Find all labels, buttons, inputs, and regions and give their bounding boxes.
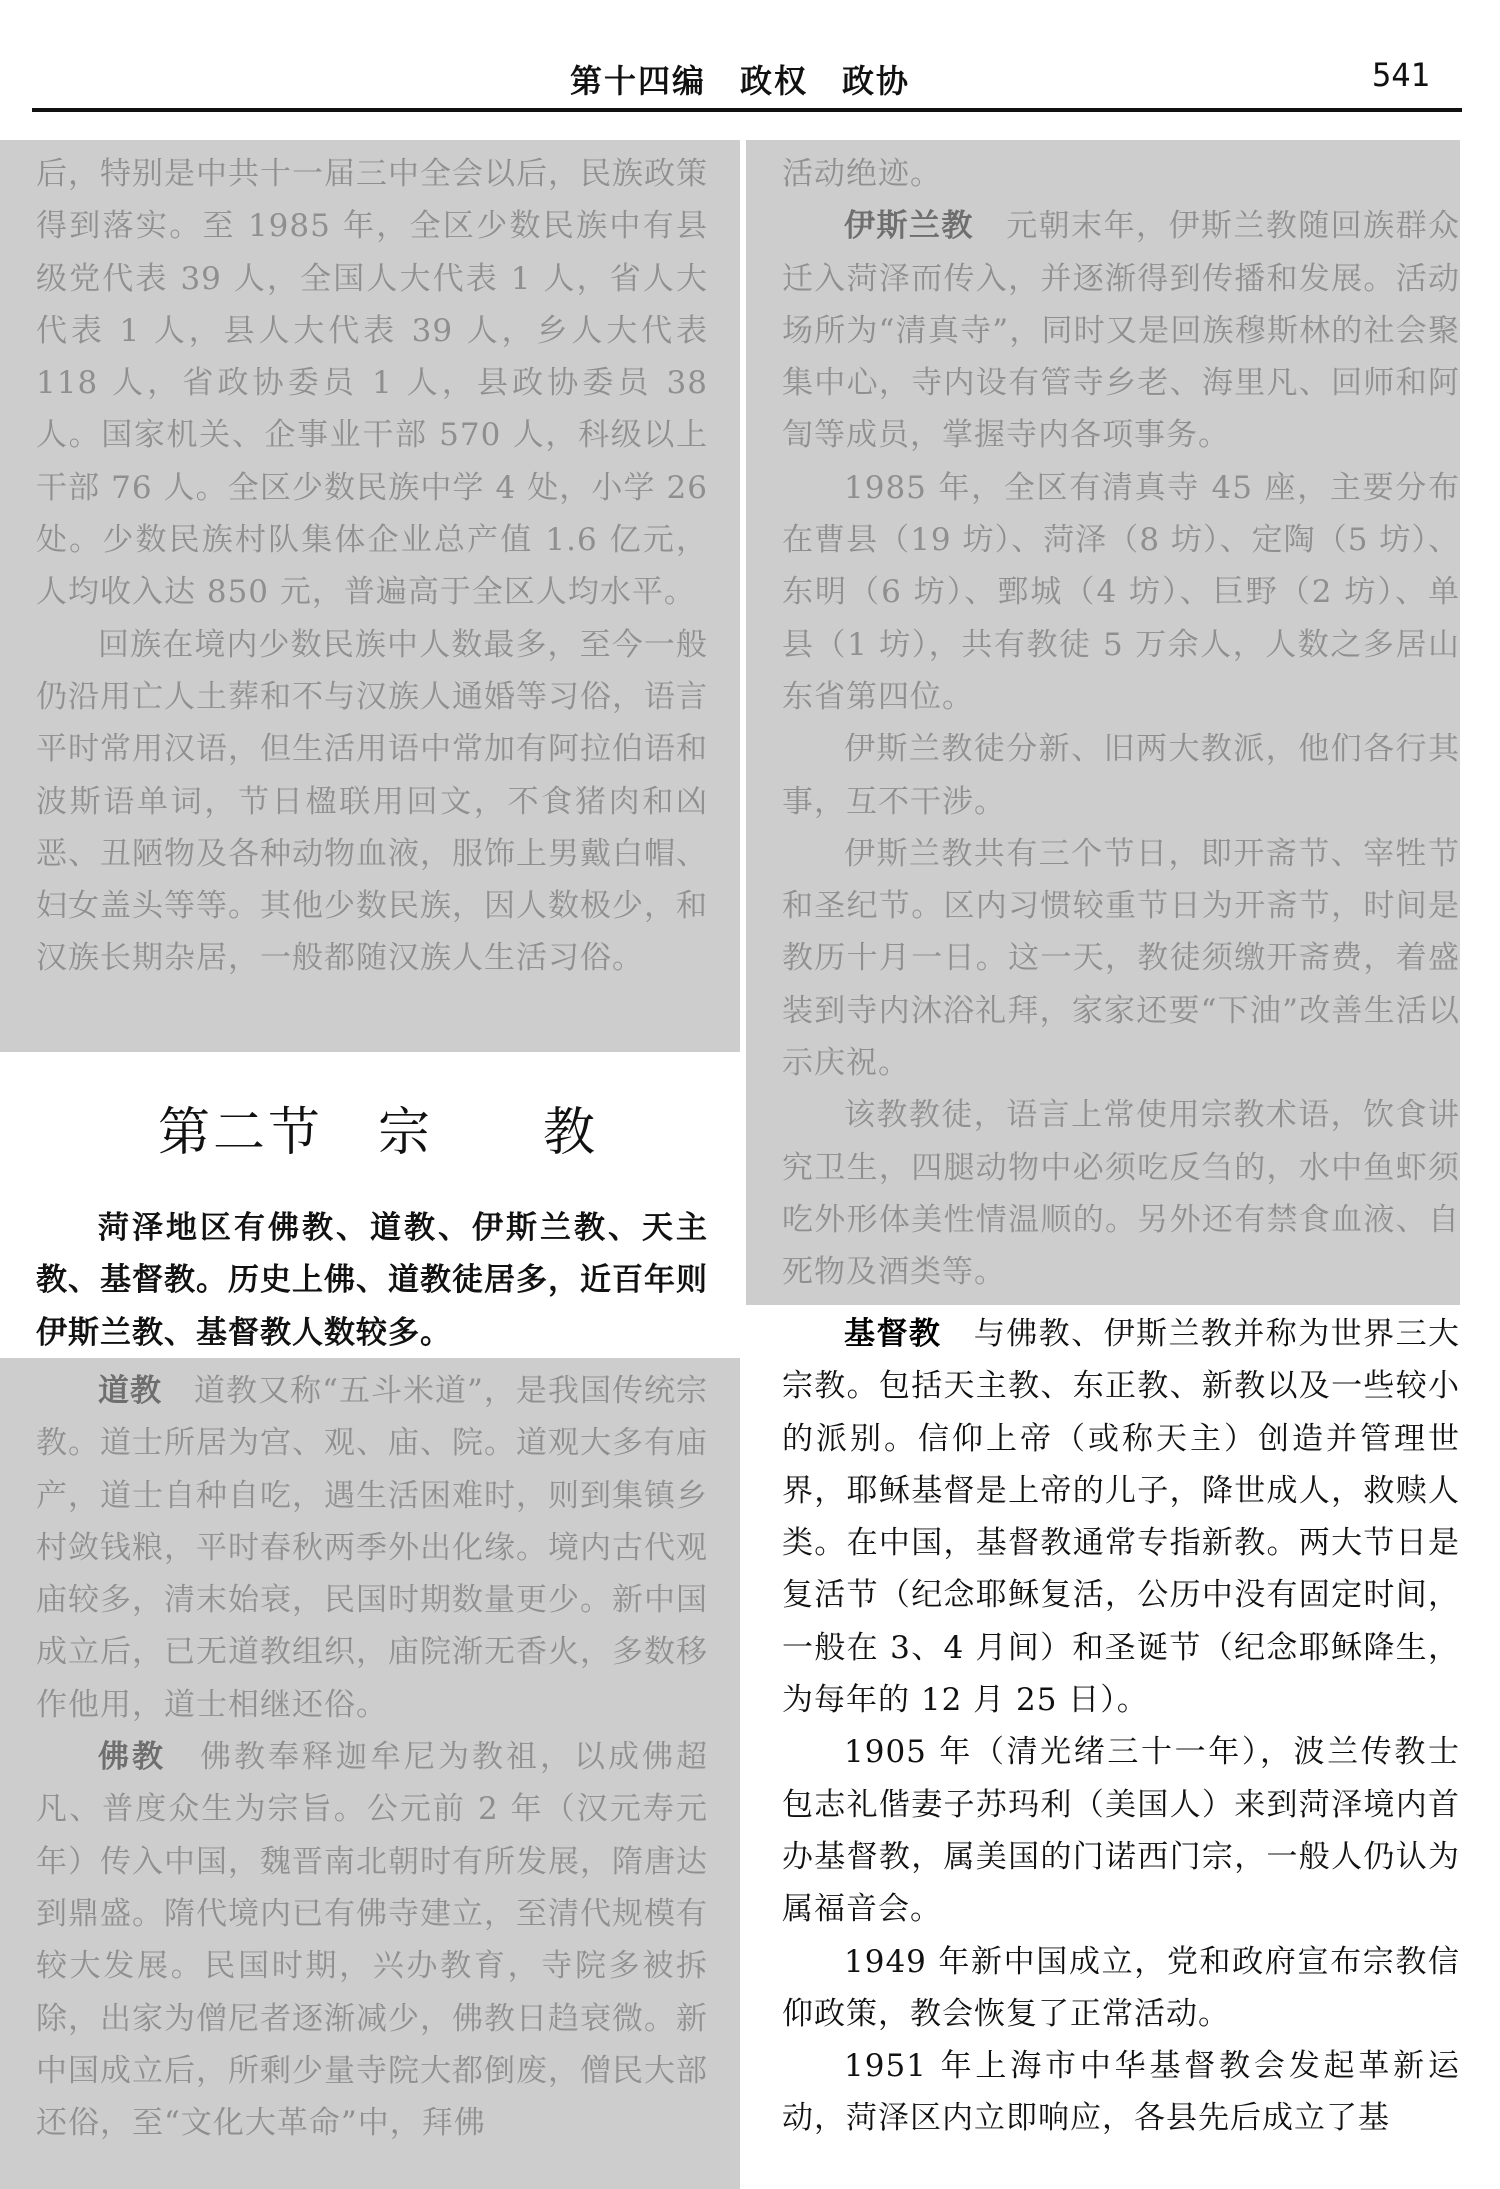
- section-intro: [36, 1202, 708, 1359]
- christianity-paragraph: [782, 1308, 1460, 1726]
- right-bottom-text: [782, 1308, 1460, 2145]
- paragraph: 伊斯兰教徒分新、旧两大教派，他们各行其事，互不干涉。: [782, 731, 1460, 820]
- left-bottom-text: [36, 1365, 708, 2149]
- buddhism-paragraph: [36, 1731, 708, 2149]
- left-top-text: [36, 148, 708, 985]
- paragraph: 1949 年新中国成立，党和政府宣布宗教信仰政策，教会恢复了正常活动。: [782, 1943, 1460, 2032]
- paragraph: 1951 年上海市中华基督教会发起革新运动，菏泽区内立即响应，各县先后成立了基: [782, 2048, 1460, 2137]
- islam-paragraph: [782, 200, 1460, 461]
- paragraph: 1905 年（清光绪三十一年），波兰传教士包志礼偕妻子苏玛利（美国人）来到菏泽境内首办基督教，属美国的门诺西门宗，一般人仍认为属福音会。: [782, 1734, 1460, 1928]
- buddhism-text: 佛教奉释迦牟尼为教祖，以成佛超凡、普度众生为宗旨。公元前 2 年（汉元寿元年）传入中国，魏晋南北朝时有所发展，隋唐达到鼎盛。隋代境内已有佛寺建立，至清代规模有较大发展。民国时期，兴办教育，寺院多被拆除，出家为僧尼者逐渐减少，佛教日趋衰微。新中国成立后，所剩少量寺院大都倒废，僧民大部还俗，至“文化大革命”中，拜佛: [36, 1739, 708, 2142]
- paragraph: 活动绝迹。: [782, 156, 942, 192]
- paragraph: 该教教徒，语言上常使用宗教术语，饮食讲究卫生，四腿动物中必须吃反刍的，水中鱼虾须吃外形体美性情温顺的。另外还有禁食血液、自死物及酒类等。: [782, 1097, 1460, 1291]
- paragraph: 伊斯兰教共有三个节日，即开斋节、宰牲节和圣纪节。区内习惯较重节日为开斋节，时间是教历十月一日。这一天，教徒须缴开斋费，着盛装到寺内沐浴礼拜，家家还要“下油”改善生活以示庆祝。: [782, 835, 1460, 1082]
- header-rule: [32, 108, 1462, 112]
- page-number: 541: [1372, 56, 1430, 94]
- daoism-text: 道教又称“五斗米道”，是我国传统宗教。道士所居为宫、观、庙、院。道观大多有庙产，道士自种自吃，遇生活困难时，则到集镇乡村敛钱粮，平时春秋两季外出化缘。境内古代观庙较多，清末始衰，民国时期数量更少。新中国成立后，已无道教组织，庙院渐无香火，多数移作他用，道士相继还俗。: [36, 1373, 708, 1723]
- christianity-keyword: 基督教: [844, 1316, 942, 1352]
- daoism-paragraph: [36, 1365, 708, 1731]
- page-header: [0, 0, 1500, 118]
- islam-keyword: 伊斯兰教: [844, 208, 974, 245]
- right-top-text: [782, 148, 1460, 1299]
- section-title: 第二节 宗 教: [158, 1103, 599, 1163]
- running-title: 第十四编 政权 政协: [570, 62, 911, 100]
- daoism-keyword: 道教: [98, 1373, 163, 1409]
- islam-text: 元朝末年，伊斯兰教随回族群众迁入菏泽而传入，并逐渐得到传播和发展。活动场所为“清真寺”，同时又是回族穆斯林的社会聚集中心，寺内设有管寺乡老、海里凡、回师和阿訇等成员，掌握寺内各项事务。: [782, 208, 1461, 454]
- intro-paragraph: 菏泽地区有佛教、道教、伊斯兰教、天主教、基督教。历史上佛、道教徒居多，近百年则伊斯兰教、基督教人数较多。: [36, 1210, 708, 1351]
- christianity-text: 与佛教、伊斯兰教并称为世界三大宗教。包括天主教、东正教、新教以及一些较小的派别。信仰上帝（或称天主）创造并管理世界，耶稣基督是上帝的儿子，降世成人，救赎人类。在中国，基督教通常专指新教。两大节日是复活节（纪念耶稣复活，公历中没有固定时间，一般在 3、4 月间）和圣诞节（纪念耶稣降生，为每年的 12 月 25 日）。: [782, 1316, 1461, 1719]
- buddhism-keyword: 佛教: [98, 1739, 166, 1776]
- paragraph: 1985 年，全区有清真寺 45 座，主要分布在曹县（19 坊）、菏泽（8 坊）、定陶（5 坊）、东明（6 坊）、鄄城（4 坊）、巨野（2 坊）、单县（1 坊），共有教徒 5 万余人，人数之多居山东省第四位。: [782, 469, 1460, 715]
- paragraph: 回族在境内少数民族中人数最多，至今一般仍沿用亡人土葬和不与汉族人通婚等习俗，语言平时常用汉语，但生活用语中常加有阿拉伯语和波斯语单词，节日楹联用回文，不食猪肉和凶恶、丑陋物及各种动物血液，服饰上男戴白帽、妇女盖头等等。其他少数民族，因人数极少，和汉族长期杂居，一般都随汉族人生活习俗。: [36, 626, 708, 977]
- paragraph: 后，特别是中共十一届三中全会以后，民族政策得到落实。至 1985 年，全区少数民族中有县级党代表 39 人，全国人大代表 1 人，省人大代表 1 人，县人大代表 39 人，乡人大代表 118 人，省政协委员 1 人，县政协委员 38 人。国家机关、企事业干部 570 人，科级以上干部 76 人。全区少数民族中学 4 处，小学 26 处。少数民族村队集体企业总产值 1.6 亿元，人均收入达 850 元，普遍高于全区人均水平。: [36, 156, 708, 611]
